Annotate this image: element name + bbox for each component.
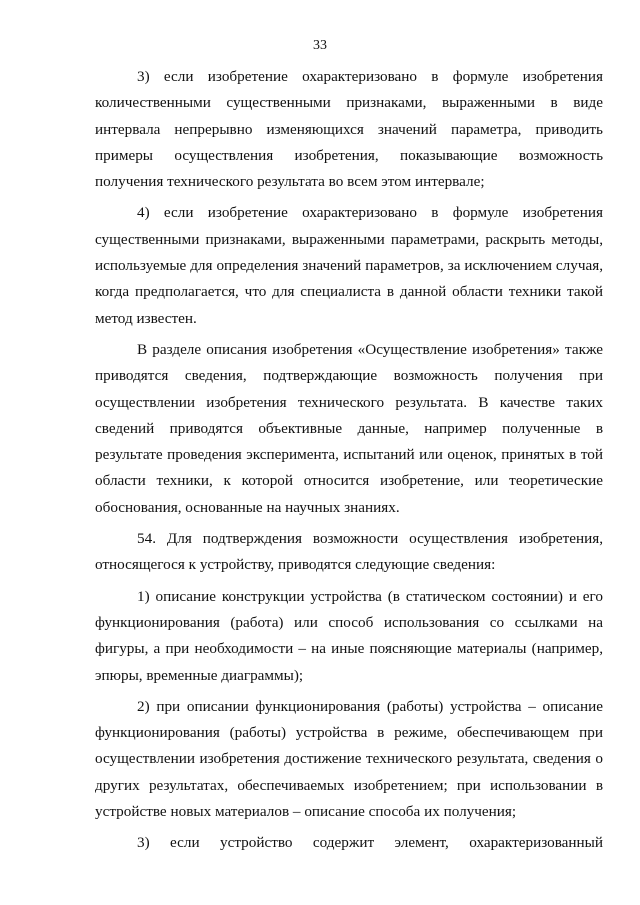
paragraph-clause-54: 54. Для подтверждения возможности осуществления изобретения, относящегося к устройству, приводятся следующие сведения:: [95, 530, 603, 574]
paragraph-implementation-section: В разделе описания изобретения «Осуществление изобретения» также приводятся сведения, подтверждающие возможность получения при осуществлении изобретения технического результата. В качестве таких сведений приводятся объективные данные, например полученные в результате проведения эксперимента, испытаний или оценок, принятых в той области техники, к которой относится изобретение, или теоретические обоснования, основанные на научных знаниях.: [95, 340, 603, 516]
document-body: [95, 64, 603, 857]
paragraph-device-item-1: 1) описание конструкции устройства (в статическом состоянии) и его функционирования (работа) или способ использования со ссылками на фигуры, а при необходимости – на иные поясняющие материалы (например, эпюры, временные диаграммы);: [95, 587, 603, 684]
paragraph-item-4: 4) если изобретение охарактеризовано в формуле изобретения существенными признаками, выраженными параметрами, раскрыть методы, используемые для определения значений параметров, за исключением случая, когда предполагается, что для специалиста в данной области техники такой метод известен.: [95, 204, 603, 327]
paragraph-item-3: 3) если изобретение охарактеризовано в формуле изобретения количественными существенными признаками, выраженными в виде интервала непрерывно изменяющихся значений параметра, приводить примеры осуществления изобретения, показывающие возможность получения технического результата во всем этом интервале;: [95, 68, 603, 191]
page-number: 33: [313, 38, 327, 53]
paragraph-device-item-3: 3) если устройство содержит элемент, охарактеризованный: [137, 834, 603, 852]
paragraph-device-item-2: 2) при описании функционирования (работы) устройства – описание функционирования (работы) устройства в режиме, обеспечивающем при осуществлении изобретения достижение технического результата, сведения о других результатах, обеспечиваемых изобретением; при использовании в устройстве новых материалов – описание способа их получения;: [95, 697, 603, 821]
